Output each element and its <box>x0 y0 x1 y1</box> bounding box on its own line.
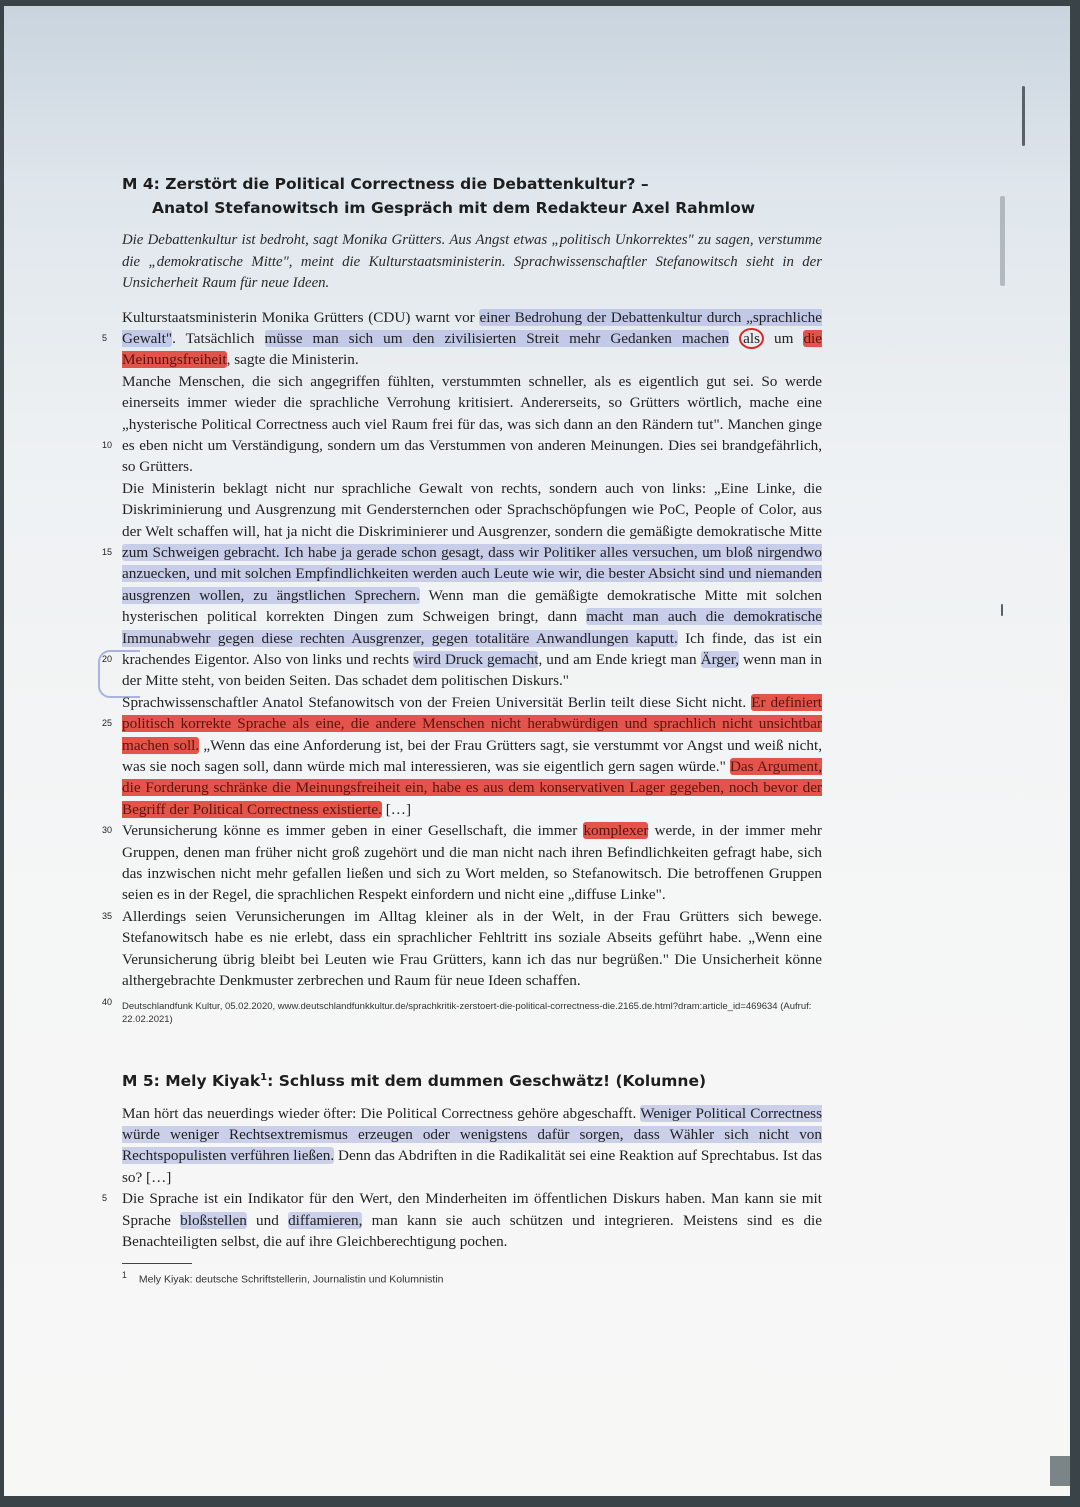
m4-paragraph-3 <box>102 478 822 692</box>
red-strike-highlight: die Meinungsfreiheit <box>122 329 822 369</box>
text: , sagte die Ministerin. <box>226 351 359 369</box>
red-strike-highlight: Das Argument, die Forderung schränke die Meinungsfreiheit ein, habe es aus dem konservativen Lager gegeben, noch bevor der Begriff der Political Correctness existierte. <box>122 758 822 818</box>
line-number: 25 <box>102 717 113 728</box>
m4-lead: Die Debattenkultur ist bedroht, sagt Monika Grütters. Aus Angst etwas „politisch Unkorrektes" zu sagen, verstumme die „demokratische Mitte", meint die Kulturstaatsministerin. Sprachwissenschaftler Stefanowitsch sieht in der Unsicherheit Raum für neue Ideen. <box>122 232 822 291</box>
text: , und am Ende kriegt man <box>538 651 701 668</box>
text: werde, in der immer mehr Gruppen, denen man früher nicht groß zugehört und die man nicht nach ihren Befindlichkeiten gefragt habe, sich das inzwischen nicht mehr gefallen ließen und sich zu Wort melden, so Stefanowitsch. Die betroffenen Gruppen seien es in der Regel, die sprachlichen Respekt einfordern und nicht eine „diffuse Linke". <box>122 822 822 904</box>
line-number: 10 <box>102 439 113 450</box>
m4-paragraph-2 <box>102 371 822 478</box>
red-circle-annotation: als <box>739 328 764 349</box>
line-number: 35 <box>102 911 113 922</box>
text: Man hört das neuerdings wieder öfter: Die Political Correctness gehöre abgeschafft. <box>122 1104 641 1122</box>
document-content <box>102 172 823 1285</box>
m4-paragraph-1 <box>102 307 822 371</box>
text: Wenn man die gemäßigte demokratische Mitte mit solchen hysterischen political korrekten Dingen zum Schweigen bringt, dann <box>122 586 822 626</box>
text: „Wenn das eine Anforderung ist, bei der Frau Grütters sagt, sie verstummt vor Angst und weiß nicht, was sie noch sagen soll, dann würde mich mal interessieren, was sie eigentlich gern sagen würde." <box>122 736 822 776</box>
blue-highlight: wird Druck gemacht <box>413 651 539 668</box>
text: Die Ministerin beklagt nicht nur sprachliche Gewalt von rechts, sondern auch von links: „Eine Linke, die Diskriminierung und Ausgrenzung mit Gendersternchen oder Sprachschöpfungen wie PoC, People of Color, aus der Welt schaffen will, hat ja nicht die Diskriminierer und Ausgrenzer, sondern die gemäßigte demokratische Mitte <box>122 479 822 540</box>
pen-mark <box>1022 86 1025 146</box>
line-number: 30 <box>102 824 113 835</box>
footnote-ref: 1 <box>260 1071 268 1083</box>
line-number: 40 <box>102 996 113 1007</box>
m5-title: M 5: Mely Kiyak <box>122 1071 261 1090</box>
text: man kann sie auch schützen und integrieren. Meistens sind es die Benachteiligten selbst, die auf ihre Gleichberechtigung pochen. <box>122 1211 823 1251</box>
text: Die Sprache ist ein Indikator für den Wert, den Minderheiten im öffentlichen Diskurs haben. Man kann sie mit Sprache <box>122 1190 822 1229</box>
text: um <box>764 329 804 347</box>
blue-highlight: einer Bedrohung der Debattenkultur durch „sprachliche Gewalt" <box>122 308 822 347</box>
text: Manche Menschen, die sich angegriffen fühlten, verstummten schneller, als es eigentlich gut sei. So werde einerseits immer wieder die sprachliche Verrohung kritisiert. Andererseits, so Grütters wörtlich, mache eine „hysterische Political Correctness auch viel Raum frei für das, was sich dann an den Rändern tut". Manchen ginge es eben nicht um Verständigung, sondern um das Verstummen von anderen Meinungen. Dies sei brandgefährlich, so Grütters. <box>122 372 822 476</box>
m5-paragraph-1 <box>122 1103 822 1189</box>
m5-heading <box>122 1066 822 1093</box>
m5-title-rest: : Schluss mit dem dummen Geschwätz! (Kolumne) <box>267 1071 707 1090</box>
red-strike-highlight: Er definiert politisch korrekte Sprache als eine, die andere Menschen nicht herabwürdigen und sprachlich nicht unsichtbar machen soll. <box>122 693 823 754</box>
text: und <box>246 1211 289 1229</box>
m4-source-citation: Deutschlandfunk Kultur, 05.02.2020, www.deutschlandfunkkultur.de/sprachkritik-zerstoert-die-political-correctness-die.2165.de.html?dram:article_id=469634 (Aufruf: 22.02.2021) <box>122 1000 812 1025</box>
blue-highlight: bloßstellen <box>180 1211 247 1229</box>
m4-title-line1: M 4: Zerstört die Political Correctness die Debattenkultur? – <box>122 175 649 193</box>
blue-highlight: diffamieren, <box>288 1211 363 1229</box>
text: Ich finde, das ist ein krachendes Eigentor. Also von links und rechts <box>122 629 822 668</box>
blue-highlight: macht man auch die demokratische Immunabwehr gegen diese rechten Ausgrenzer, gegen totalitäre Anwandlungen kaputt. <box>122 608 822 647</box>
pen-mark <box>1001 604 1003 616</box>
line-number: 20 <box>102 653 113 664</box>
pen-mark <box>1000 196 1005 286</box>
red-highlight: komplexer <box>583 822 649 840</box>
text: . Tatsächlich <box>172 329 265 347</box>
text: Verunsicherung könne es immer geben in einer Gesellschaft, die immer <box>122 822 584 840</box>
text: Kulturstaatsministerin Monika Grütters (CDU) warnt vor <box>122 308 480 326</box>
footnote-divider <box>122 1263 192 1264</box>
blue-highlight: müsse man sich um den zivilisierten Streit mehr Gedanken machen <box>264 329 730 347</box>
blue-highlight: zum Schweigen gebracht. Ich habe ja gerade schon gesagt, dass wir Politiker alles versuchen, um bloß nirgendwo anzuecken, und mit solchen Empfindlichkeiten werden auch Leute wie wir, die bester Absicht sind und niemanden ausgrenzen wollen, zu ängstlichen Sprechern. <box>122 543 822 604</box>
text: Denn das Abdriften in die Radikalität sei eine Reaktion auf Sprechtabus. Ist das so? […] <box>122 1147 822 1186</box>
footnote-number: 1 <box>122 1269 127 1280</box>
blue-highlight: Weniger Political Correctness würde weniger Rechtsextremismus erzeugen oder wenigstens dafür sorgen, dass Wähler sich nicht von Rechtspopulisten verführen ließen. <box>122 1104 822 1165</box>
text: Sprachwissenschaftler Anatol Stefanowitsch von der Freien Universität Berlin teilt diese Sicht nicht. <box>122 693 752 711</box>
text: Allerdings seien Verunsicherungen im Alltag kleiner als in der Welt, in der Frau Grütters sich bewege. Stefanowitsch habe es nie erlebt, dass ein sprachlicher Fehltritt ins soziale Abseits geführt habe. „Wenn eine Verunsicherung übrig bleibt bei Leuten wie Frau Grütters, kann ich das nur begrüßen." Die Unsicherheit könne althergebrachte Denkmuster zerbrechen und Raum für neue Ideen schaffen. <box>122 907 822 990</box>
text: […] <box>381 800 412 818</box>
line-number: 5 <box>102 332 108 343</box>
m5-paragraph-2 <box>102 1188 823 1252</box>
footnote-text: Mely Kiyak: deutsche Schriftstellerin, Journalistin und Kolumnistin <box>138 1273 444 1285</box>
page-corner-shadow <box>1050 1456 1070 1486</box>
blue-highlight: Ärger, <box>700 651 739 668</box>
m4-title-line2: Anatol Stefanowitsch im Gespräch mit dem Redakteur Axel Rahmlow <box>152 199 756 217</box>
line-number: 15 <box>102 546 113 557</box>
m4-heading <box>122 172 822 220</box>
text: wenn man in der Mitte steht, von beiden Seiten. Das schadet dem politischen Diskurs." <box>122 651 822 690</box>
line-number: 5 <box>102 1193 108 1204</box>
footnote <box>122 1270 822 1286</box>
